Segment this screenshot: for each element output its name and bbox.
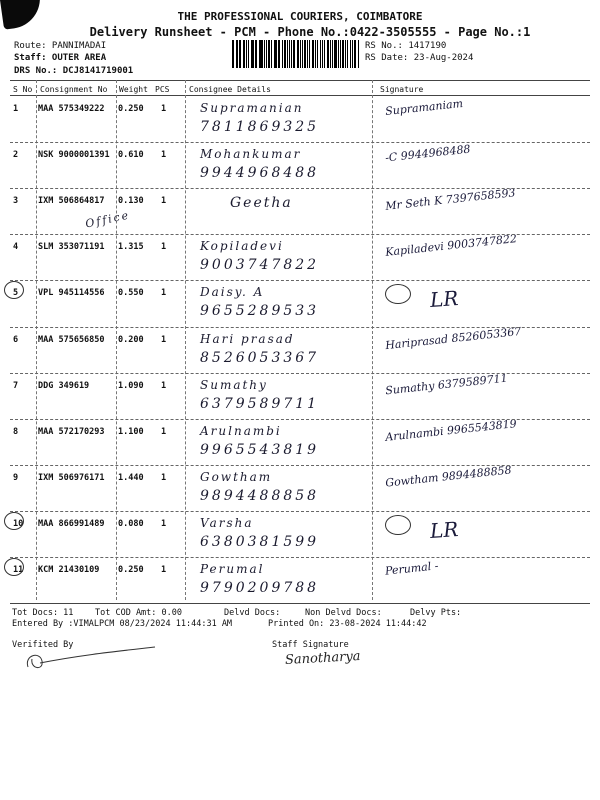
- row-pcs: 1: [161, 288, 167, 299]
- barcode-bar: [307, 40, 308, 68]
- receiver-signature: Arulnambi 9965543819: [384, 416, 518, 444]
- table-row: [10, 560, 590, 606]
- company-title: THE PROFESSIONAL COURIERS, COIMBATORE: [177, 10, 423, 23]
- consignee-name: Sumathy: [200, 377, 268, 392]
- receiver-signature: -C 9944968488: [384, 142, 472, 165]
- barcode-bar: [320, 40, 321, 68]
- row-weight: 0.080: [118, 518, 144, 529]
- row-sno: 9: [13, 472, 19, 483]
- consignee-name: Daisy. A: [200, 285, 265, 300]
- consignee-phone: 9944968488: [200, 165, 320, 182]
- barcode-bar: [322, 40, 323, 68]
- consignment-number: DDG 349619: [38, 380, 90, 391]
- row-pcs: 1: [161, 565, 167, 575]
- consignment-number: KCM 21430109: [38, 565, 100, 575]
- barcode-bar: [304, 40, 306, 68]
- row-weight: 0.250: [118, 104, 144, 114]
- row-pcs: 1: [161, 426, 167, 437]
- row-weight: 1.090: [118, 380, 144, 391]
- barcode-bar: [354, 40, 356, 68]
- barcode-bar: [345, 40, 346, 68]
- consignee-phone: 9894488858: [200, 487, 320, 504]
- consignment-number: MAA 575656850: [38, 334, 105, 345]
- consignee-phone: 9965543819: [200, 441, 320, 458]
- consignee-name: Perumal: [200, 562, 265, 576]
- row-weight: 0.610: [118, 150, 144, 161]
- barcode-bar: [338, 40, 339, 68]
- col-pcs: PCS: [155, 85, 170, 94]
- col-sno: S No: [13, 85, 33, 94]
- consignment-number: MAA 572170293: [38, 426, 105, 437]
- receiver-signature: Hariprasad 8526053367: [384, 324, 522, 352]
- consignee-phone: 6380381599: [200, 533, 320, 550]
- barcode-bar: [332, 40, 333, 68]
- route-label: Route: PANNIMADAI: [14, 41, 107, 51]
- consignment-number: NSK 9000001391: [38, 150, 110, 161]
- barcode-bar: [297, 40, 299, 68]
- barcode-bar: [232, 40, 234, 68]
- barcode-bar: [287, 40, 288, 68]
- barcode-bar: [309, 40, 310, 68]
- barcode-bar: [268, 40, 270, 68]
- drs-number: DRS No.: DCJ8141719001: [14, 66, 134, 76]
- consignment-number: VPL 945114556: [38, 288, 105, 299]
- row-divider: [10, 373, 590, 374]
- row-weight: 1.440: [118, 472, 144, 483]
- receiver-signature: Sumathy 6379589711: [384, 371, 509, 397]
- row-sno: 1: [13, 104, 19, 114]
- barcode-bar: [246, 40, 247, 68]
- staff-signature-label: Staff Signature: [272, 640, 349, 650]
- consignee-phone: 8526053367: [200, 349, 320, 366]
- consignee-phone: 7811869325: [200, 119, 320, 135]
- barcode-bar: [315, 40, 316, 68]
- row-number-circle: [4, 558, 24, 576]
- row-divider: [10, 188, 590, 189]
- barcode-bar: [291, 40, 292, 68]
- row-weight: 0.550: [118, 288, 144, 299]
- consignee-name: Hari prasad: [200, 331, 295, 346]
- consignment-number: IXM 506976171: [38, 472, 105, 483]
- barcode-bar: [266, 40, 267, 68]
- table-row: [10, 514, 590, 560]
- barcode-bar: [358, 40, 359, 68]
- barcode-bar: [255, 40, 257, 68]
- col-consignee: Consignee Details: [189, 85, 271, 94]
- table-row: [10, 324, 590, 376]
- rs-number: RS No.: 1417190: [365, 41, 447, 51]
- barcode-bar: [237, 40, 238, 68]
- consignee-phone: 9790209788: [200, 580, 320, 596]
- barcode-bar: [340, 40, 341, 68]
- row-weight: 0.200: [118, 334, 144, 345]
- row-divider: [10, 327, 590, 328]
- row-divider: [10, 234, 590, 235]
- row-weight: 0.130: [118, 196, 144, 207]
- consignee-phone: 6379589711: [200, 395, 320, 412]
- consignment-number: IXM 506864817: [38, 196, 105, 207]
- barcode-bar: [236, 40, 237, 68]
- table-bottom-rule: [10, 603, 590, 604]
- row-divider: [10, 280, 590, 281]
- barcode-bar: [352, 40, 353, 68]
- table-row: [10, 371, 590, 422]
- barcode-bar: [248, 40, 249, 68]
- barcode-bar: [350, 40, 351, 68]
- barcode-bar: [317, 40, 319, 68]
- delivered-docs: Delvd Docs:: [224, 608, 281, 618]
- consignee-name: Kopiladevi: [200, 239, 284, 254]
- barcode-bar: [347, 40, 349, 68]
- barcode-bar: [342, 40, 344, 68]
- barcode-bar: [275, 40, 277, 68]
- table-top-rule: [10, 80, 590, 81]
- table-row: [10, 232, 590, 283]
- rs-date: RS Date: 23-Aug-2024: [365, 53, 474, 63]
- col-weight: Weight: [119, 85, 148, 94]
- row-sno: 8: [13, 426, 19, 437]
- barcode-bar: [251, 40, 252, 68]
- barcode-bar: [312, 40, 314, 68]
- barcode-bar: [259, 40, 260, 68]
- receiver-signature: LR: [429, 286, 460, 313]
- row-sno: 10: [13, 518, 24, 529]
- table-row: [10, 96, 590, 145]
- col-consignment: Consignment No: [40, 85, 108, 94]
- row-sno: 11: [13, 565, 24, 575]
- barcode-bar: [324, 40, 326, 68]
- non-delivered-docs: Non Delvd Docs:: [305, 608, 382, 618]
- row-pcs: 1: [161, 472, 167, 483]
- row-sno: 4: [13, 242, 19, 253]
- entered-by: Entered By :VIMALPCM 08/23/2024 11:44:31 AM: [12, 619, 233, 629]
- barcode-bar: [271, 40, 272, 68]
- runsheet-subtitle: Delivery Runsheet - PCM - Phone No.:0422-3505555 - Page No.:1: [89, 25, 531, 39]
- consignment-number: SLM 353071191: [38, 242, 105, 253]
- row-divider: [10, 465, 590, 466]
- consignee-phone: 9003747822: [200, 257, 320, 274]
- row-number-circle: [4, 281, 24, 299]
- table-row: [10, 416, 590, 468]
- barcode-bar: [260, 40, 262, 68]
- staff-label: Staff: OUTER AREA: [14, 53, 107, 63]
- staff-signature-scrawl: Sanotharya: [284, 649, 361, 668]
- barcode: [232, 40, 360, 68]
- verified-signature-scrawl: [20, 645, 160, 675]
- barcode-bar: [239, 40, 241, 68]
- consignee-name: Supramanian: [200, 101, 304, 115]
- receiver-signature: Mr Seth K 7397658593: [384, 186, 517, 213]
- consignee-name: Gowtham: [200, 469, 273, 484]
- table-row: [10, 463, 590, 514]
- row-divider: [10, 557, 590, 558]
- barcode-bar: [334, 40, 336, 68]
- barcode-bar: [330, 40, 331, 68]
- receiver-signature: Supramaniam: [384, 96, 464, 119]
- row-sno: 3: [13, 196, 19, 207]
- table-row: [10, 142, 590, 191]
- barcode-bar: [293, 40, 295, 68]
- row-number-circle: [4, 512, 24, 530]
- row-pcs: 1: [161, 518, 167, 529]
- barcode-bar: [302, 40, 303, 68]
- office-note: Office: [84, 208, 132, 231]
- table-row: [10, 283, 590, 329]
- row-divider: [10, 419, 590, 420]
- printed-on: Printed On: 23-08-2024 11:44:42: [268, 619, 427, 629]
- delivery-points: Delvy Pts:: [410, 608, 462, 618]
- row-sno: 6: [13, 334, 19, 345]
- row-pcs: 1: [161, 334, 167, 345]
- consignment-number: MAA 866991489: [38, 518, 105, 529]
- verified-by-label: Verifited By: [12, 640, 74, 650]
- barcode-bar: [243, 40, 245, 68]
- row-divider: [10, 511, 590, 512]
- stamp-circle: [385, 284, 411, 304]
- stamp-circle: [385, 515, 411, 535]
- barcode-bar: [252, 40, 254, 68]
- row-weight: 1.315: [118, 242, 144, 253]
- receiver-signature: Kapiladevi 9003747822: [384, 232, 518, 260]
- receiver-signature: Perumal -: [384, 559, 440, 578]
- consignment-number: MAA 575349222: [38, 104, 105, 114]
- barcode-bar: [282, 40, 283, 68]
- row-sno: 5: [13, 288, 19, 299]
- consignee-name: Mohankumar: [200, 147, 302, 162]
- row-pcs: 1: [161, 196, 167, 207]
- barcode-bar: [289, 40, 290, 68]
- receiver-signature: Gowtham 9894488858: [384, 463, 513, 490]
- row-weight: 0.250: [118, 565, 144, 575]
- total-docs: Tot Docs: 11: [12, 608, 74, 618]
- row-divider: [10, 142, 590, 143]
- table-row: [10, 186, 590, 237]
- consignee-name: Arulnambi: [200, 423, 282, 438]
- row-sno: 7: [13, 380, 19, 391]
- barcode-bar: [274, 40, 275, 68]
- consignee-name: Geetha: [230, 195, 293, 212]
- col-signature: Signature: [380, 85, 424, 94]
- row-pcs: 1: [161, 242, 167, 253]
- table-header-rule: [10, 95, 590, 96]
- row-weight: 1.100: [118, 426, 144, 437]
- row-pcs: 1: [161, 150, 167, 161]
- total-cod: Tot COD Amt: 0.00: [95, 608, 182, 618]
- barcode-bar: [327, 40, 329, 68]
- consignee-name: Varsha: [200, 515, 254, 530]
- barcode-bar: [264, 40, 265, 68]
- row-pcs: 1: [161, 380, 167, 391]
- barcode-bar: [278, 40, 280, 68]
- receiver-signature: LR: [429, 516, 460, 543]
- barcode-bar: [300, 40, 301, 68]
- consignee-phone: 9655289533: [200, 303, 320, 320]
- barcode-bar: [284, 40, 286, 68]
- row-pcs: 1: [161, 104, 167, 114]
- row-sno: 2: [13, 150, 19, 161]
